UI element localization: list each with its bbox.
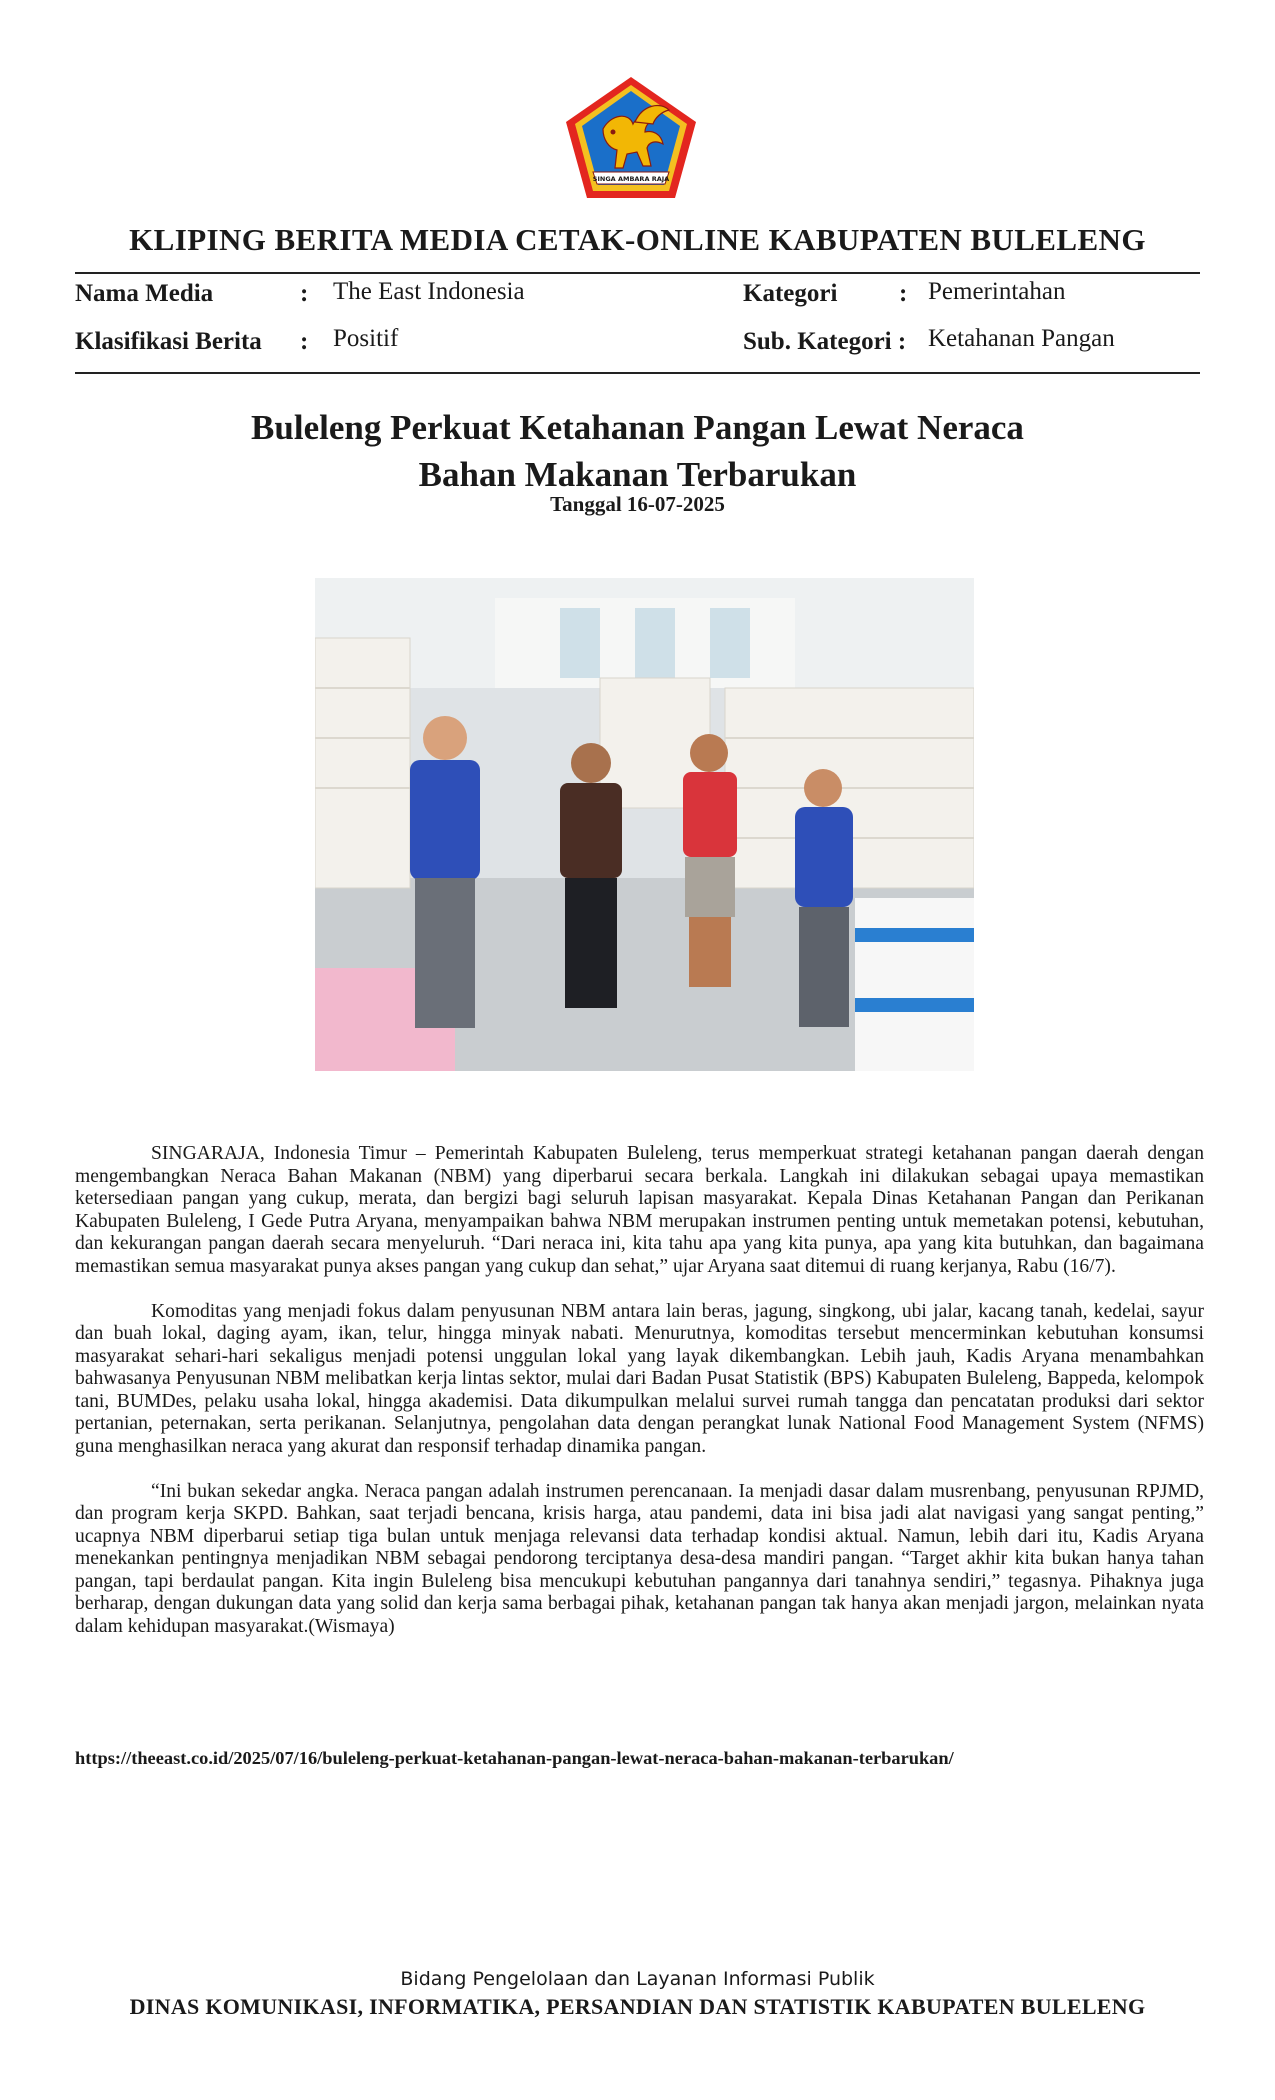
footer-agency: DINAS KOMUNIKASI, INFORMATIKA, PERSANDIAN DAN STATISTIK KABUPATEN BULELENG xyxy=(129,1994,1146,2019)
nama-media-value: The East Indonesia xyxy=(333,278,525,305)
article-body xyxy=(75,1143,1204,1661)
klasifikasi-value: Positif xyxy=(333,325,399,352)
buleleng-emblem-logo xyxy=(563,74,699,202)
article-headline xyxy=(180,404,1095,498)
header-divider-top xyxy=(75,272,1200,274)
headline-line-1: Buleleng Perkuat Ketahanan Pangan Lewat Neraca xyxy=(251,408,1024,447)
header-divider-bottom xyxy=(75,372,1200,374)
article-date: Tanggal 16-07-2025 xyxy=(550,492,725,516)
article-paragraph-1: SINGARAJA, Indonesia Timur – Pemerintah Kabupaten Buleleng, terus memperkuat strategi ketahanan pangan daerah dengan mengembangkan Neraca Bahan Makanan (NBM) yang diperbarui secara berkala. Langkah ini dilakukan sebagai upaya memastikan ketersediaan pangan yang cukup, merata, dan bergizi bagi seluruh lapisan masyarakat. Kepala Dinas Ketahanan Pangan dan Perikanan Kabupaten Buleleng, I Gede Putra Aryana, menyampaikan bahwa NBM merupakan instrumen penting untuk memetakan potensi, kebutuhan, dan kekurangan pangan daerah secara menyeluruh. “Dari neraca ini, kita tahu apa yang kita punya, apa yang kita butuhkan, dan bagaimana memastikan semua masyarakat punya akses pangan yang cukup dan sehat,” ujar Aryana saat ditemui di ruang kerjanya, Rabu (16/7). xyxy=(75,1143,1204,1277)
kategori-label: Kategori xyxy=(743,280,838,307)
nama-media-colon: : xyxy=(300,280,309,307)
klasifikasi-label: Klasifikasi Berita xyxy=(75,328,262,355)
clipping-header-title: KLIPING BERITA MEDIA CETAK-ONLINE KABUPATEN BULELENG xyxy=(129,222,1146,257)
klasifikasi-colon: : xyxy=(300,328,309,355)
headline-line-2: Bahan Makanan Terbarukan xyxy=(418,455,857,494)
emblem-motto: SINGA AMBARA RAJA xyxy=(592,175,670,183)
kategori-colon: : xyxy=(899,280,908,307)
source-url-link[interactable]: https://theeast.co.id/2025/07/16/buleleng-perkuat-ketahanan-pangan-lewat-neraca-bahan-makanan-terbarukan/ xyxy=(75,1748,954,1768)
article-photo xyxy=(315,578,974,1071)
kategori-value: Pemerintahan xyxy=(928,278,1066,305)
article-paragraph-2: Komoditas yang menjadi fokus dalam penyusunan NBM antara lain beras, jagung, singkong, ubi jalar, kacang tanah, kedelai, sayur dan buah lokal, daging ayam, ikan, telur, hingga minyak nabati. Menurutnya, komoditas tersebut mencerminkan kebutuhan konsumsi masyarakat sehari-hari sekaligus menjadi potensi unggulan lokal yang layak dikembangkan. Lebih jauh, Kadis Aryana menambahkan bahwasanya Penyusunan NBM melibatkan kerja lintas sektor, mulai dari Badan Pusat Statistik (BPS) Kabupaten Buleleng, Bappeda, kelompok tani, BUMDes, pelaku usaha lokal, hingga akademisi. Data dikumpulkan melalui survei rumah tangga dan pencatatan produksi dari sektor pertanian, peternakan, serta perikanan. Selanjutnya, pengolahan data dengan perangkat lunak National Food Management System (NFMS) guna menghasilkan neraca yang akurat dan responsif terhadap dinamika pangan. xyxy=(75,1300,1204,1457)
footer-division: Bidang Pengelolaan dan Layanan Informasi Publik xyxy=(400,1968,875,1990)
nama-media-label: Nama Media xyxy=(75,280,214,307)
sub-kategori-label: Sub. Kategori : xyxy=(743,328,907,355)
sub-kategori-value: Ketahanan Pangan xyxy=(928,325,1115,352)
article-paragraph-3: “Ini bukan sekedar angka. Neraca pangan adalah instrumen perencanaan. Ia menjadi dasar dalam musrenbang, penyusunan RPJMD, dan program kerja SKPD. Bahkan, saat terjadi bencana, krisis harga, atau pandemi, data ini bisa jadi alat navigasi yang sangat penting,” ucapnya NBM diperbarui setiap tiga bulan untuk menjaga relevansi data terhadap kondisi aktual. Namun, lebih dari itu, Kadis Aryana menekankan pentingnya menjadikan NBM sebagai pendorong terciptanya desa-desa mandiri pangan. “Target akhir kita bukan hanya tahan pangan, tapi berdaulat pangan. Kita ingin Buleleng bisa mencukupi kebutuhan pangannya dari tanahnya sendiri,” tegasnya. Pihaknya juga berharap, dengan dukungan data yang solid dan kerja sama berbagai pihak, ketahanan pangan tak hanya akan menjadi jargon, melainkan nyata dalam kehidupan masyarakat.(Wismaya) xyxy=(75,1480,1204,1637)
